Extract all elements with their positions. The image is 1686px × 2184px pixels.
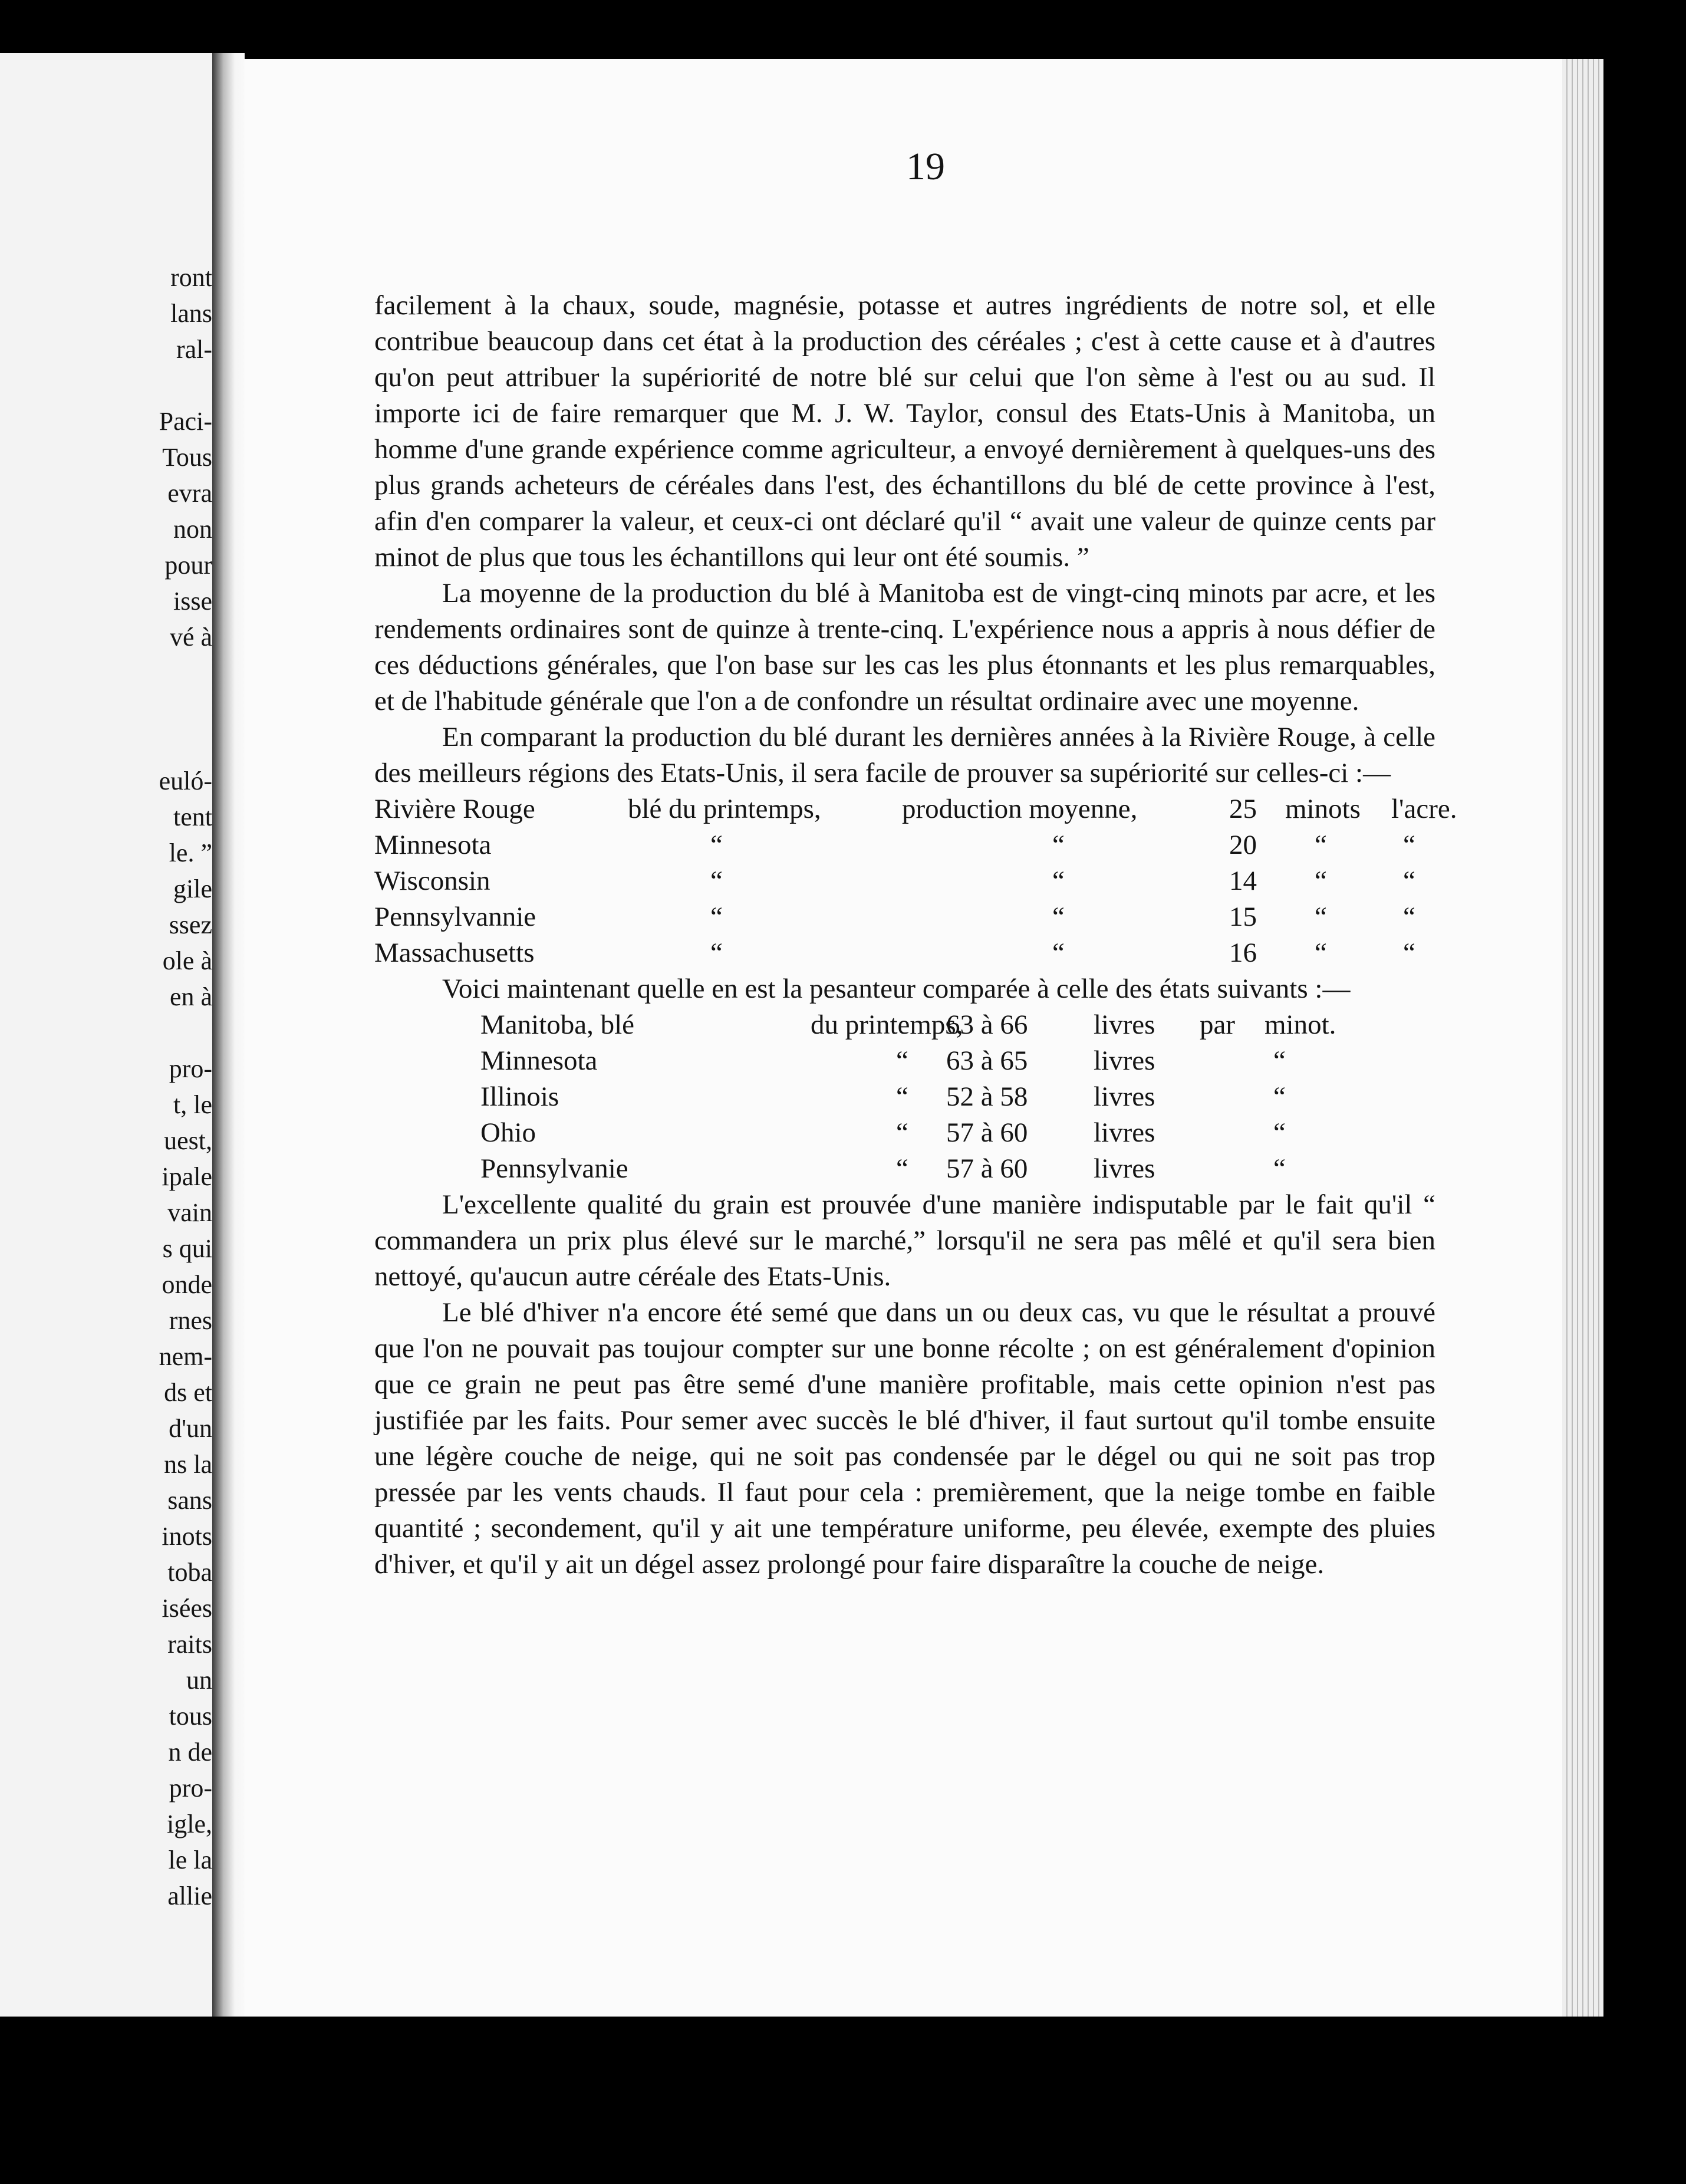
ditto-mark: “ — [710, 938, 723, 968]
left-page-fragment: ole à — [162, 946, 212, 975]
left-page-fragment: tous — [169, 1702, 212, 1731]
ditto-mark: “ — [1315, 830, 1327, 860]
grain-type: du printemps, — [811, 1009, 963, 1040]
production-row — [374, 899, 1435, 935]
weight-range: 52 à 58 — [946, 1081, 1028, 1112]
main-text — [374, 288, 1457, 1583]
left-page-fragment: ns la — [164, 1450, 212, 1479]
production-row — [374, 791, 1457, 827]
left-page-fragment: toba — [167, 1558, 212, 1587]
left-page-text-fragments — [159, 259, 212, 1914]
paragraph-6: Le blé d'hiver n'a encore été semé que dans un ou deux cas, vu que le résultat a prouvé que l'on ne pouvait pas toujour compter sur une bonne récolte ; on est généralement d'opinion que ce grain ne peut pas être semé d'une manière profitable, mais cette opinion n'est pas justifiée par les faits. Pour semer avec succès le blé d'hiver, il faut surtout qu'il tombe ensuite une légère couche de neige, qui ne soit pas condensée par le dégel ou qui ne soit pas trop pressée par les vents chauds. Il faut pour cela : premièrement, que la neige tombe en faible quantité ; secondement, qu'il y ait une température uniforme, peu élevée, exempte des pluies d'hiver, et qu'il y ait un dégel assez prolongé pour faire disparaître la couche de neige. — [374, 1297, 1435, 1580]
left-page-fragment: igle, — [167, 1810, 212, 1838]
paragraph-3: En comparant la production du blé durant les dernières années à la Rivière Rouge, à celle des meilleurs régions des Etats-Unis, il sera facile de prouver sa supériorité sur celles-ci :— — [374, 722, 1435, 788]
production-value: 25 — [1229, 794, 1257, 824]
left-page-fragment: le la — [168, 1846, 212, 1874]
left-page-fragment: le. ” — [169, 838, 212, 867]
weight-range: 63 à 66 — [946, 1009, 1028, 1040]
production-table — [374, 791, 1457, 971]
left-page-fragment: en à — [169, 982, 212, 1011]
ditto-mark: “ — [1273, 1081, 1286, 1112]
ditto-mark: “ — [1403, 938, 1415, 968]
unit-acre: l'acre. — [1391, 794, 1457, 824]
grain-type: blé du printemps, — [628, 794, 821, 824]
left-page-fragment — [159, 691, 212, 727]
left-page-fragment — [159, 367, 212, 403]
ditto-mark: “ — [1273, 1153, 1286, 1184]
left-page-fragment: Paci- — [159, 407, 212, 436]
paragraph-4: Voici maintenant quelle en est la pesanteur comparée à celle des états suivants :— — [442, 973, 1351, 1004]
ditto-mark: “ — [1403, 830, 1415, 860]
left-page-fragment: t, le — [173, 1090, 212, 1119]
left-page-fragment: ds et — [164, 1378, 212, 1407]
weight-row — [374, 1115, 1435, 1151]
ditto-mark: “ — [896, 1117, 908, 1148]
left-page-fragment: d'un — [169, 1414, 212, 1443]
left-page — [0, 53, 212, 2017]
weight-range: 57 à 60 — [946, 1153, 1028, 1184]
ditto-mark: “ — [710, 902, 723, 932]
unit-livres: livres — [1094, 1009, 1155, 1040]
left-page-fragment: pour — [164, 551, 212, 580]
weight-row — [374, 1043, 1435, 1079]
left-page-fragment: inots — [162, 1522, 212, 1551]
production-label: production moyenne, — [902, 794, 1138, 824]
ditto-mark: “ — [1403, 866, 1415, 896]
ditto-mark: “ — [1052, 830, 1065, 860]
production-row — [374, 827, 1435, 863]
page-number: 19 — [906, 145, 945, 188]
left-page-fragment: pro- — [169, 1054, 212, 1083]
production-row — [374, 863, 1435, 899]
left-page-fragment: isse — [173, 587, 212, 616]
left-page-fragment: euló- — [159, 767, 212, 795]
unit-livres: livres — [1094, 1081, 1155, 1112]
weight-table — [374, 1007, 1435, 1187]
left-page-fragment: ssez — [169, 910, 212, 939]
state-name: Ohio — [480, 1117, 536, 1148]
ditto-mark: “ — [710, 830, 723, 860]
unit-livres: livres — [1094, 1153, 1155, 1184]
weight-row — [374, 1151, 1435, 1187]
left-page-fragment: Tous — [162, 443, 212, 472]
ditto-mark: “ — [1403, 902, 1415, 932]
state-name: Pennsylvannie — [374, 902, 536, 932]
ditto-mark: “ — [1315, 938, 1327, 968]
weight-range: 63 à 65 — [946, 1045, 1028, 1076]
ditto-mark: “ — [896, 1045, 908, 1076]
unit-livres: livres — [1094, 1117, 1155, 1148]
state-name: Minnesota — [480, 1045, 598, 1076]
ditto-mark: “ — [896, 1081, 908, 1112]
left-page-fragment: pro- — [169, 1774, 212, 1803]
left-page-fragment: allie — [167, 1882, 212, 1910]
ditto-mark: “ — [710, 866, 723, 896]
unit-minot: minot. — [1265, 1009, 1336, 1040]
state-name: Rivière Rouge — [374, 794, 535, 824]
production-value: 16 — [1229, 938, 1257, 968]
left-page-fragment — [159, 655, 212, 691]
left-page-fragment: sans — [167, 1486, 212, 1515]
unit-par: par — [1200, 1009, 1236, 1040]
left-page-fragment: evra — [167, 479, 212, 508]
ditto-mark: “ — [1273, 1117, 1286, 1148]
ditto-mark: “ — [1315, 902, 1327, 932]
left-page-fragment: n de — [168, 1738, 212, 1767]
left-page-fragment: un — [186, 1666, 212, 1695]
left-page-fragment: raits — [167, 1630, 212, 1659]
ditto-mark: “ — [1273, 1045, 1286, 1076]
left-page-fragment — [159, 1015, 212, 1051]
left-page-fragment — [159, 727, 212, 763]
production-value: 20 — [1229, 830, 1257, 860]
production-value: 14 — [1229, 866, 1257, 896]
state-name: Manitoba, blé — [480, 1009, 635, 1040]
left-page-fragment: vé à — [169, 623, 212, 652]
production-row — [374, 935, 1435, 971]
paragraph-5: L'excellente qualité du grain est prouvée d'une manière indisputable par le fait qu'il “ commandera un prix plus élevé sur le marché,” lorsqu'il ne sera pas mêlé et qu'il sera bien nettoyé, qu'aucun autre céréale des Etats-Unis. — [374, 1189, 1435, 1292]
weight-range: 57 à 60 — [946, 1117, 1028, 1148]
left-page-fragment: lans — [170, 299, 212, 328]
left-page-fragment: tent — [173, 802, 212, 831]
book-spine — [212, 53, 245, 2017]
page-edges — [1562, 59, 1603, 2017]
left-page-fragment: rnes — [169, 1306, 212, 1335]
state-name: Pennsylvanie — [480, 1153, 628, 1184]
paragraph-1: facilement à la chaux, soude, magnésie, potasse et autres ingrédients de notre sol, et elle contribue beaucoup dans cet état à la production des céréales ; c'est à cette cause et à d'autres qu'on peut attribuer la supériorité de notre blé sur celui que l'on sème à l'est ou au sud. Il importe ici de faire remarquer que M. J. W. Taylor, consul des Etats-Unis à Manitoba, un homme d'une grande expérience comme agriculteur, a envoyé dernièrement à quelques-uns des plus grands acheteurs de céréales dans l'est, des échantillons du blé de cette province à l'est, afin d'en comparer la valeur, et ceux-ci ont déclaré qu'il “ avait une valeur de quinze cents par minot de plus que tous les échantillons qui leur ont été soumis. ” — [374, 290, 1435, 573]
state-name: Illinois — [480, 1081, 559, 1112]
state-name: Minnesota — [374, 830, 492, 860]
ditto-mark: “ — [1052, 938, 1065, 968]
weight-row — [374, 1007, 1435, 1043]
state-name: Wisconsin — [374, 866, 490, 896]
unit-livres: livres — [1094, 1045, 1155, 1076]
paragraph-2: La moyenne de la production du blé à Manitoba est de vingt-cinq minots par acre, et les rendements ordinaires sont de quinze à trente-cinq. L'expérience nous a appris à nous défier de ces déductions générales, que l'on base sur les cas les plus étonnants et les plus remarquables, et de l'habitude générale que l'on a de confondre un résultat ordinaire avec une moyenne. — [374, 578, 1435, 716]
left-page-fragment: uest, — [164, 1126, 212, 1155]
ditto-mark: “ — [1052, 902, 1065, 932]
ditto-mark: “ — [1052, 866, 1065, 896]
weight-row — [374, 1079, 1435, 1115]
left-page-fragment: gile — [173, 874, 212, 903]
left-page-fragment: nem- — [159, 1342, 212, 1371]
unit-minots: minots — [1285, 794, 1361, 824]
left-page-fragment: non — [173, 515, 212, 544]
left-page-fragment: ront — [170, 263, 212, 292]
production-value: 15 — [1229, 902, 1257, 932]
left-page-fragment: ral- — [176, 335, 212, 364]
left-page-fragment: onde — [162, 1270, 212, 1299]
left-page-fragment: vain — [167, 1198, 212, 1227]
state-name: Massachusetts — [374, 938, 535, 968]
ditto-mark: “ — [896, 1153, 908, 1184]
ditto-mark: “ — [1315, 866, 1327, 896]
left-page-fragment: ipale — [162, 1162, 212, 1191]
left-page-fragment: s qui — [162, 1234, 212, 1263]
left-page-fragment: isées — [162, 1594, 212, 1623]
